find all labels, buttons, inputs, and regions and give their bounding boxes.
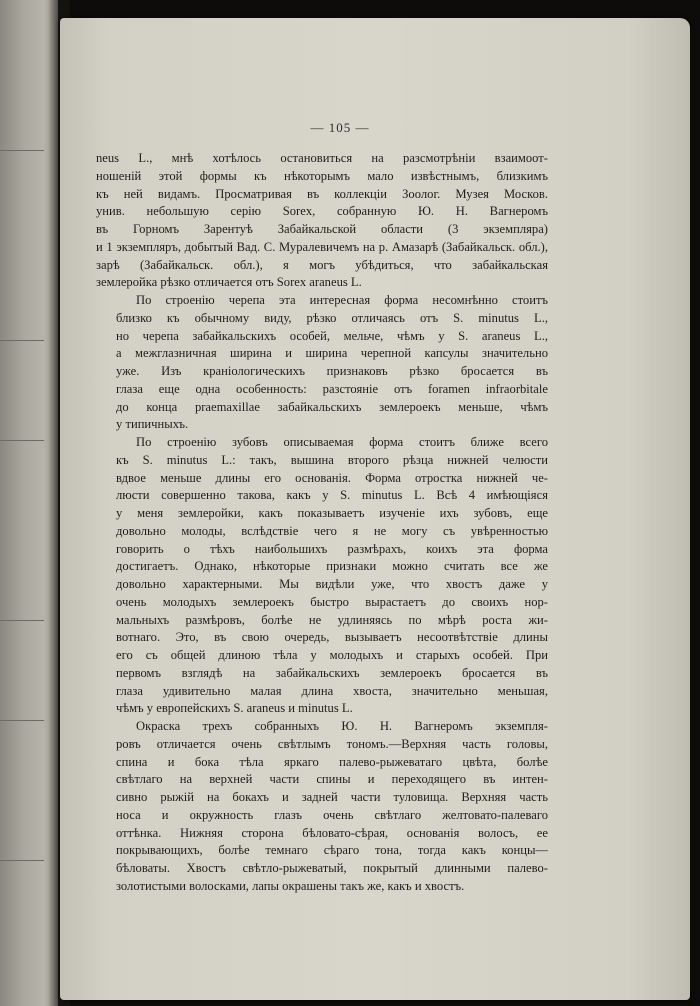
text-line: землеройка рѣзко отличается отъ Sorex araneus L.	[96, 275, 362, 290]
text-line: глаза еще одна особенность: разстояніе отъ foramen infraorbitale	[116, 381, 548, 396]
text-line: ношеній этой формы къ нѣкоторымъ мало извѣстнымъ, близкимъ	[96, 168, 548, 183]
book-page	[60, 18, 690, 1000]
text-line: къ ней видамъ. Просматривая въ коллекціи Зоолог. Музея Москов.	[96, 186, 548, 201]
paragraph	[96, 292, 548, 434]
text-line: сивно рыжій на бокахъ и задней части туловища. Верхняя часть	[116, 790, 548, 804]
paragraph	[96, 150, 548, 292]
text-line: бѣловаты. Хвостъ свѣтло-рыжеватый, покрытый длинными палево-	[116, 861, 548, 875]
paragraph	[96, 434, 548, 718]
text-line: у меня землеройки, какъ показываетъ изученіе ихъ зубовъ, еще	[116, 506, 548, 520]
page-rule	[0, 340, 44, 341]
text-line: По строенію черепа эта интересная форма несомнѣнно стоитъ	[136, 293, 548, 307]
text-line: ровъ отличается очень свѣтлымъ тономъ.—Верхняя часть головы,	[116, 736, 548, 751]
text-line: покрывающихъ, болѣе темнаго сѣраго тона, тогда какъ концы—	[116, 843, 548, 858]
page-number: — 105 —	[310, 120, 370, 135]
text-line: близко къ обычному виду, рѣзко отличаясь отъ S. minutus L.,	[116, 310, 548, 325]
text-line: глаза удивительно малая длина хвоста, значительно меньшая,	[116, 683, 548, 698]
text-line: но черепа забайкальскихъ особей, мельче, чѣмъ у S. araneus L.,	[116, 328, 548, 343]
text-line: а межглазничная ширина и ширина черепной капсулы значительно	[116, 346, 548, 361]
text-line: мальныхъ размѣровъ, болѣе не удлиняясь по мѣрѣ роста жи-	[116, 612, 548, 627]
text-line: чѣмъ у европейскихъ S. araneus и minutus L.	[116, 701, 353, 716]
text-line: носа и окружность глазъ очень свѣтлаго желтовато-палеваго	[116, 807, 548, 822]
text-line: говорить о тѣхъ наибольшихъ размѣрахъ, коихъ эта форма	[116, 541, 548, 556]
text-line: унив. небольшую серію Sorex, собранную Ю. Н. Вагнеромъ	[96, 204, 548, 219]
text-line: и 1 экземпляръ, добытый Вад. С. Муралевичемъ на р. Амазарѣ (Забайкальск. обл.),	[96, 239, 548, 254]
page-rule	[0, 620, 44, 621]
text-line: По строенію зубовъ описываемая форма стоитъ ближе всего	[136, 435, 548, 449]
page-rule	[0, 860, 44, 861]
body-text	[96, 150, 548, 896]
text-line: оттѣнка. Нижняя сторона бѣловато-сѣрая, основанія волосъ, ее	[116, 825, 548, 840]
text-line: свѣтлаго на верхней части спины и переходящего въ интен-	[116, 772, 548, 787]
text-line: довольно характерными. Мы видѣли уже, что хвостъ даже у	[116, 577, 548, 591]
text-line: достигаетъ. Однако, нѣкоторые признаки можно считать все же	[116, 559, 548, 574]
text-line: люсти совершенно такова, какъ у S. minutus L. Всѣ 4 имѣющіяся	[116, 488, 548, 503]
text-line: вдвое меньше длины его основанія. Форма отростка нижней че-	[116, 470, 548, 485]
text-line: довольно молоды, вслѣдствіе чего я не могу съ увѣренностью	[116, 523, 548, 538]
text-line: уже. Изъ краніологическихъ признаковъ рѣзко бросается въ	[116, 364, 548, 378]
text-line: спина и бока тѣла яркаго палево-рыжеватаго цвѣта, болѣе	[116, 754, 548, 769]
text-line: зарѣ (Забайкальск. обл.), я могъ убѣдиться, что забайкальская	[96, 257, 548, 272]
page-rule	[0, 440, 44, 441]
text-line: его съ общей длиною тѣла у молодыхъ и старыхъ особей. При	[116, 648, 548, 662]
text-line: очень молодыхъ землероекъ быстро вырастаетъ до своихъ нор-	[116, 594, 548, 609]
paragraph	[96, 718, 548, 896]
text-line: вотнаго. Это, въ свою очередь, вызываетъ несоотвѣтствіе длины	[116, 630, 548, 645]
text-line: къ S. minutus L.: такъ, вышина второго рѣзца нижней челюсти	[116, 452, 548, 467]
text-line: Окраска трехъ собранныхъ Ю. Н. Вагнеромъ экземпля-	[136, 719, 548, 733]
page-rule	[0, 720, 44, 721]
text-line: neus L., мнѣ хотѣлось остановиться на разсмотрѣніи взаимоот-	[96, 151, 548, 165]
page-rule	[0, 150, 44, 151]
text-line: у типичныхъ.	[116, 417, 189, 432]
text-line: первомъ взглядѣ на забайкальскихъ землероекъ бросается въ	[116, 665, 548, 680]
text-line: до конца praemaxillae забайкальскихъ землероекъ меньше, чѣмъ	[116, 399, 548, 414]
text-line: въ Горномъ Зарентуѣ Забайкальской области (3 экземпляра)	[96, 222, 548, 236]
text-line: золотистыми волосками, лапы окрашены такъ же, какъ и хвостъ.	[116, 878, 465, 893]
